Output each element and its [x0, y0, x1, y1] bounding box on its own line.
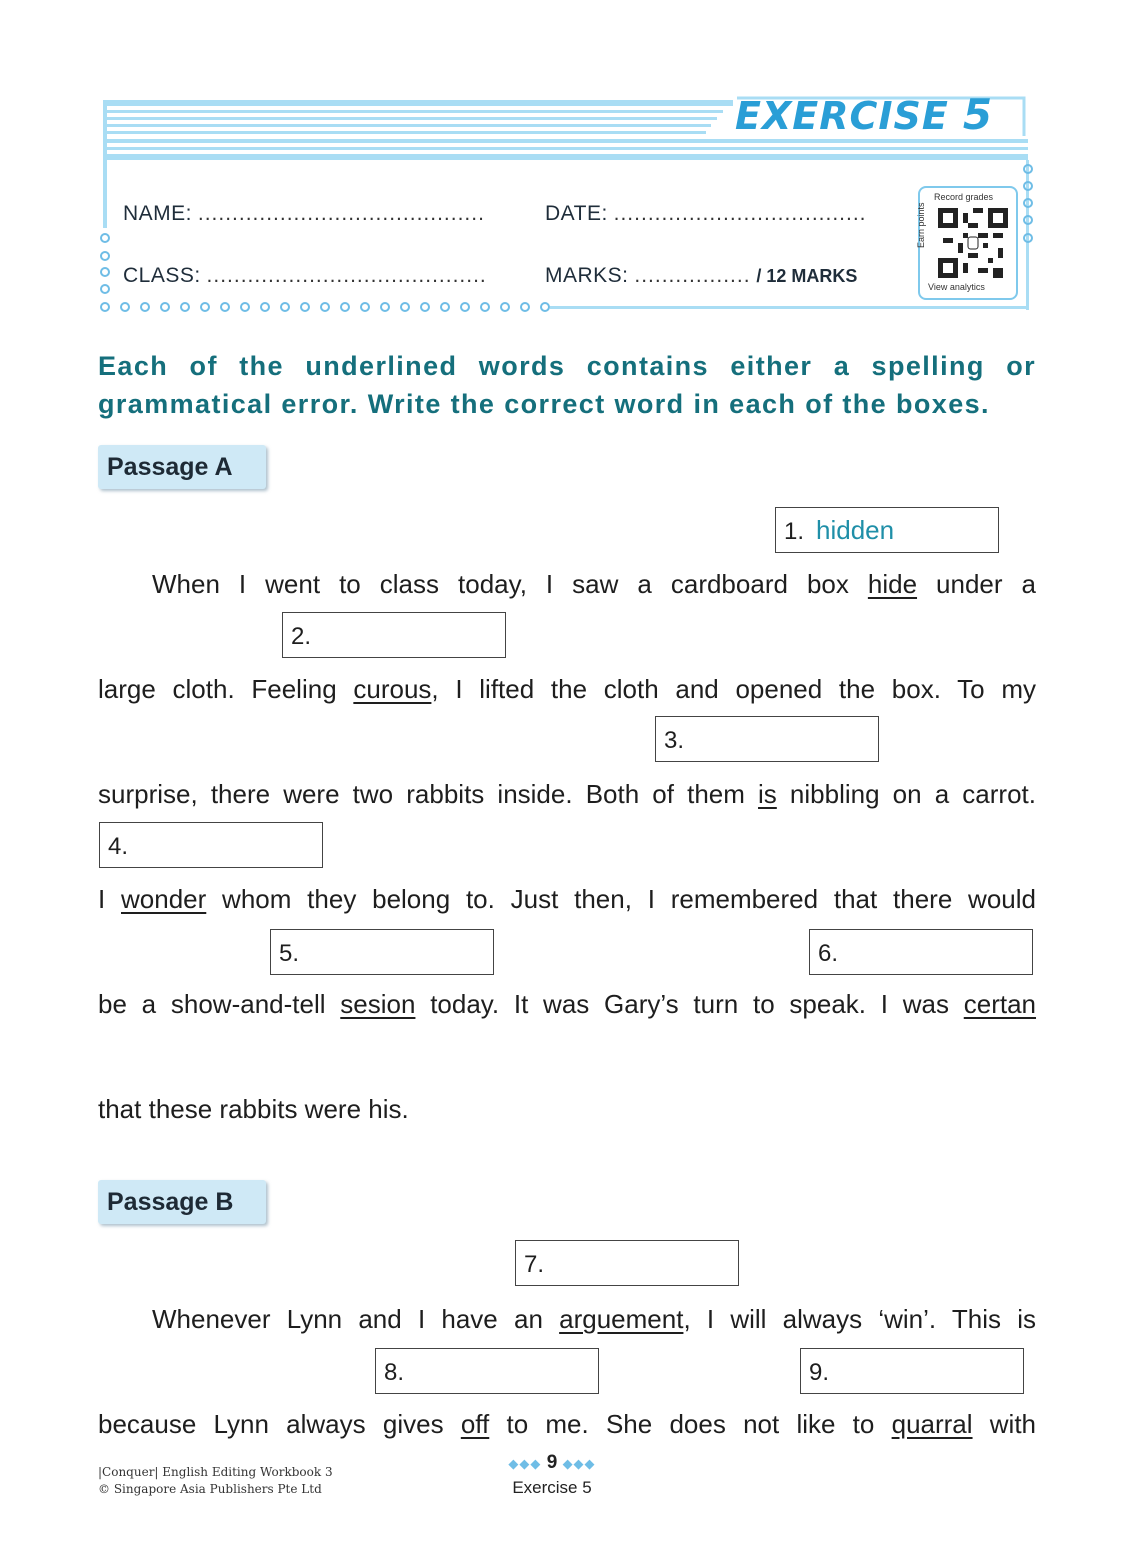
page-number: 9 — [546, 1452, 558, 1473]
exercise-number: 5 — [962, 90, 994, 139]
passage-a-line-6 — [98, 1091, 1036, 1127]
answer-box-7[interactable] — [515, 1240, 739, 1286]
name-field[interactable] — [123, 202, 485, 226]
exercise-title — [735, 90, 993, 138]
line-text: today. It was Gary’s turn to speak. I was — [415, 989, 964, 1019]
diamond-decoration-icon: ◆◆◆ — [562, 1456, 596, 1471]
qr-side-text: Earn points — [916, 202, 926, 248]
exercise-word: EXERCISE — [735, 94, 949, 138]
instructions: Each of the underlined words contains either a spelling or grammatical error. Write the correct word in each of the boxes. — [98, 351, 1036, 419]
passage-b-line-2 — [98, 1406, 1036, 1442]
underlined-word: curous — [353, 674, 432, 704]
page-number-block — [500, 1452, 604, 1474]
marks-dots: ................. — [634, 264, 751, 287]
passage-b-tag: Passage B — [98, 1180, 266, 1224]
line-text: whom they belong to. Just then, I remembered that there would — [206, 884, 1036, 914]
answer-box-5[interactable] — [270, 929, 494, 975]
line-text: with — [972, 1409, 1037, 1439]
qr-top-text: Record grades — [934, 192, 994, 202]
marks-label: MARKS: — [545, 264, 629, 287]
diamond-decoration-icon: ◆◆◆ — [508, 1456, 542, 1471]
line-text: surprise, there were two rabbits inside. Both of them — [98, 779, 759, 809]
answer-number: 6. — [818, 940, 839, 967]
line-text: large cloth. Feeling — [98, 674, 354, 704]
passage-a-tag: Passage A — [98, 445, 266, 489]
qr-code-icon — [938, 208, 1008, 278]
class-dots: ......................................... — [206, 264, 487, 287]
footer-exercise-label: Exercise 5 — [512, 1478, 592, 1497]
underlined-word: certan — [963, 989, 1037, 1019]
class-label: CLASS: — [123, 264, 201, 287]
qr-bottom-text: View analytics — [928, 282, 985, 292]
answer-number: 3. — [664, 727, 685, 754]
underlined-word: off — [460, 1409, 490, 1439]
date-field[interactable] — [545, 202, 867, 226]
answer-number: 4. — [108, 833, 129, 860]
underlined-word: hide — [867, 569, 918, 599]
answer-number: 9. — [809, 1359, 830, 1386]
line-text: When I went to class today, I saw a cardboard box — [152, 569, 868, 599]
class-field[interactable] — [123, 264, 487, 288]
underlined-word: quarral — [891, 1409, 973, 1439]
underlined-word: wonder — [121, 884, 207, 914]
answer-box-1[interactable] — [775, 507, 999, 553]
qr-code-panel[interactable] — [918, 186, 1018, 300]
answer-text[interactable]: hidden — [816, 515, 895, 545]
line-text: , I lifted the cloth and opened the box. To my — [431, 674, 1036, 704]
answer-number: 7. — [524, 1251, 545, 1278]
passage-a-line-5 — [98, 986, 1036, 1022]
marks-field[interactable] — [545, 264, 857, 288]
answer-box-6[interactable] — [809, 929, 1033, 975]
answer-box-3[interactable] — [655, 716, 879, 762]
answer-box-2[interactable] — [282, 612, 506, 658]
line-text: under a — [917, 569, 1037, 599]
underlined-word: sesion — [340, 989, 416, 1019]
copyright: © Singapore Asia Publishers Pte Ltd — [98, 1482, 322, 1496]
footer-publisher — [98, 1464, 333, 1498]
passage-a-line-2 — [98, 671, 1036, 707]
answer-number: 5. — [279, 940, 300, 967]
line-text: nibbling on a carrot. — [776, 779, 1036, 809]
book-title: |Conquer| English Editing Workbook 3 — [98, 1465, 333, 1479]
date-dots: ..................................... — [613, 202, 867, 225]
line-text: to me. She does not like to — [489, 1409, 892, 1439]
line-text: Whenever Lynn and I have an — [152, 1304, 560, 1334]
answer-box-4[interactable] — [99, 822, 323, 868]
underlined-word: is — [758, 779, 777, 809]
underlined-word: arguement — [559, 1304, 684, 1334]
line-text: , I will always ‘win’. This is — [683, 1304, 1036, 1334]
answer-number: 1. — [784, 518, 805, 545]
date-label: DATE: — [545, 202, 608, 225]
passage-b-line-1 — [98, 1301, 1036, 1337]
passage-a-line-1 — [98, 566, 1036, 602]
answer-box-9[interactable] — [800, 1348, 1024, 1394]
exercise-header — [0, 0, 1132, 330]
answer-box-8[interactable] — [375, 1348, 599, 1394]
answer-number: 2. — [291, 623, 312, 650]
passage-a-line-3 — [98, 776, 1036, 812]
answer-number: 8. — [384, 1359, 405, 1386]
name-label: NAME: — [123, 202, 193, 225]
line-text: I — [98, 884, 121, 914]
line-text: because Lynn always gives — [98, 1409, 461, 1439]
line-text: that these rabbits were his. — [98, 1094, 409, 1124]
passage-a-line-4 — [98, 881, 1036, 917]
marks-total: / 12 MARKS — [756, 266, 858, 286]
name-dots: .......................................... — [197, 202, 485, 225]
line-text: be a show-and-tell — [98, 989, 341, 1019]
